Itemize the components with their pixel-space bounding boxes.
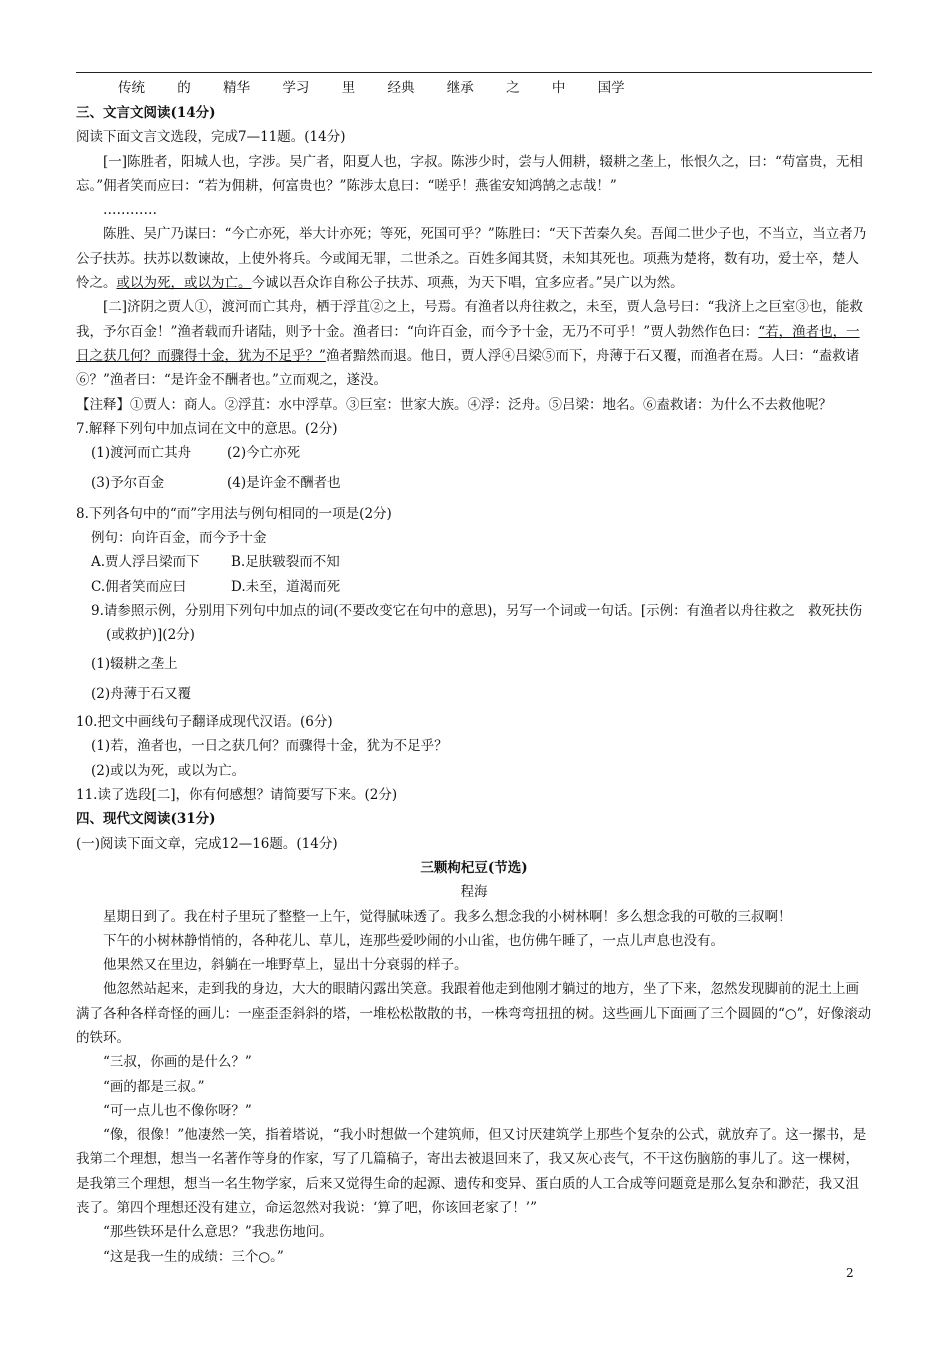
q8-option-a: A.贾人浮吕梁而下 — [91, 554, 200, 571]
page-number: 2 — [846, 1266, 854, 1280]
article-paragraph: “三叔，你画的是什么？” — [103, 1054, 252, 1071]
passage-text: [二]济阴之贾人①，渡河而亡其舟，栖于浮苴②之上，号焉。有渔者以舟往救之，未至，贾人急号曰：“我济上之巨室③也，能救我，予尔百金！”渔者载而升诸陆，则予十金。渔者曰：“向许百金，而今予十金，无乃不可乎！”贾人勃然作色曰： — [76, 299, 863, 340]
q8-example: 例句：向许百金，而今予十金 — [91, 530, 267, 547]
annotation-note: 【注释】①贾人：商人。②浮苴：水中浮草。③巨室：世家大族。④浮：泛舟。⑤吕梁：地名。⑥盍救诸：为什么不去救他呢？ — [76, 396, 832, 413]
article-author: 程海 — [460, 884, 488, 901]
section4-intro: (一)阅读下面文章，完成12—16题。(14分) — [76, 835, 338, 852]
question-7: 7.解释下列句中加点词在文中的意思。(2分) — [76, 420, 338, 437]
q10-item: (2)或以为死，或以为亡。 — [91, 762, 246, 779]
header-rule — [76, 72, 872, 73]
passage2-paragraph — [76, 295, 872, 392]
article-paragraph: 下午的小树林静悄悄的，各种花儿、草儿，连那些爱吵闹的小山雀，也仿佛午睡了，一点儿声息也没有。 — [103, 932, 724, 949]
underlined-sentence: “若，渔者也，一日之获几何？而骤得十金，犹为不足乎？” — [76, 323, 860, 364]
section3-title: 三、文言文阅读(14分) — [76, 105, 216, 121]
q7-item: (4)是许金不酬者也 — [227, 475, 341, 492]
q7-item: (2)今亡亦死 — [227, 445, 301, 462]
question-9: 9.请参照示例，分别用下列句中加点的词(不要改变它在句中的意思)，另写一个词或一句话。[示例：有渔者以舟往救之 救死扶伤(或救护)](2分) — [91, 602, 863, 644]
passage-text: 陈胜、吴广乃谋曰：“今亡亦死，举大计亦死；等死，死国可乎？”陈胜曰：“天下苦秦久矣。吾闻二世少子也，不当立，当立者乃公子扶苏。扶苏以数谏故，上使外将兵。今或闻无罪，二世杀之。百姓多闻其贤，未知其死也。项燕为楚将，数有功，爱士卒，楚人怜之。 — [76, 226, 867, 292]
header-word: 学习 — [282, 80, 310, 96]
q9-item: (1)辍耕之垄上 — [91, 655, 178, 672]
header-word: 的 — [177, 80, 191, 96]
header-word: 里 — [341, 80, 356, 96]
q8-option-c: C.佣者笑而应曰 — [91, 578, 187, 595]
header-word: 传统 — [118, 80, 145, 96]
article-paragraph: “画的都是三叔。” — [103, 1078, 205, 1095]
q8-option-d: D.未至，道渴而死 — [231, 578, 341, 595]
section4-title: 四、现代文阅读(31分) — [76, 811, 216, 828]
q9-item: (2)舟薄于石又覆 — [91, 685, 192, 702]
article-title: 三颗枸杞豆(节选) — [420, 859, 528, 876]
q8-options-row1 — [76, 550, 872, 574]
question-8: 8.下列各句中的“而”字用法与例句相同的一项是(2分) — [76, 505, 392, 522]
section3-intro: 阅读下面文言文选段，完成7—11题。(14分) — [76, 129, 346, 146]
article-paragraph: 他果然又在里边，斜躺在一堆野草上，显出十分衰弱的样子。 — [103, 957, 468, 974]
question-11: 11.读了选段[二]，你有何感想？请简要写下来。(2分) — [76, 787, 398, 804]
article-paragraph: “可一点儿也不像你呀？” — [103, 1102, 252, 1119]
article-paragraph: “那些铁环是什么意思？”我悲伤地问。 — [103, 1224, 333, 1241]
q7-row1 — [76, 441, 872, 465]
passage1-paragraph: [一]陈胜者，阳城人也，字涉。吴广者，阳夏人也，字叔。陈涉少时，尝与人佣耕，辍耕之垄上，怅恨久之，曰：“苟富贵，无相忘。”佣者笑而应曰：“若为佣耕，何富贵也？”陈涉太息曰：“嗟乎！燕雀安知鸿鹄之志哉！” — [76, 153, 863, 194]
passage1-paragraph2 — [76, 222, 872, 295]
passage-text: 今诚以吾众诈自称公子扶苏、项燕，为天下唱，宜多应者。”吴广以为然。 — [251, 275, 684, 292]
q10-item: (1)若，渔者也，一日之获几何？而骤得十金，犹为不足乎？ — [91, 738, 448, 755]
q7-item: (3)予尔百金 — [91, 475, 165, 492]
header-word: 继承 — [446, 80, 474, 96]
article-paragraph: 他忽然站起来，走到我的身边，大大的眼睛闪露出笑意。我跟着他走到他刚才躺过的地方，坐了下来，忽然发现脚前的泥土上画满了各种各样奇怪的画儿：一座歪歪斜斜的塔，一堆松松散散的书，一株弯弯扭扭的树。这些画儿下面画了三个圆圆的“○”，好像滚动的铁环。 — [76, 981, 872, 1046]
header-word: 中 — [551, 80, 566, 96]
q8-options-row2 — [76, 575, 872, 599]
header-word: 国学 — [597, 80, 625, 96]
question-10: 10.把文中画线句子翻译成现代汉语。(6分) — [76, 714, 333, 731]
main-content — [76, 101, 872, 1269]
header-keywords — [118, 76, 653, 96]
header-word: 之 — [506, 80, 520, 96]
article-paragraph: “像，很像！”他凄然一笑，指着塔说，“我小时想做一个建筑师，但又讨厌建筑学上那些个复杂的公式，就放弃了。这一摞书，是我第二个理想，想当一名著作等身的作家，写了几篇稿子，寄出去被退回来了，我又灰心丧气，不干这伤脑筋的事儿了。这一棵树，是我第三个理想，想当一名生物学家，后来又觉得生命的起源、遗传和变异、蛋白质的人工合成等问题竟是那么复杂和渺茫，我又沮丧了。第四个理想还没有建立，命运忽然对我说：‘算了吧，你该回老家了！’” — [76, 1127, 867, 1217]
ellipsis-line: ………… — [103, 202, 157, 219]
q8-option-b: B.足肤皲裂而不知 — [231, 554, 340, 571]
passage-text: 渔者黯然而退。他日，贾人浮④吕梁⑤而下，舟薄于石又覆，而渔者在焉。人曰：“盍救诸⑥？”渔者曰：“是许金不酬者也。”立而观之，遂没。 — [76, 347, 860, 389]
underlined-sentence: 或以为死，或以为亡。 — [116, 275, 252, 292]
header-word: 经典 — [387, 80, 415, 96]
q7-row2 — [76, 471, 872, 495]
article-paragraph: “这是我一生的成绩：三个○。” — [103, 1248, 284, 1265]
header-word: 精华 — [223, 80, 251, 96]
article-paragraph: 星期日到了。我在村子里玩了整整一上午，觉得腻味透了。我多么想念我的小树林啊！多么想念我的可敬的三叔啊！ — [103, 908, 792, 925]
q7-item: (1)渡河而亡其舟 — [91, 445, 192, 462]
